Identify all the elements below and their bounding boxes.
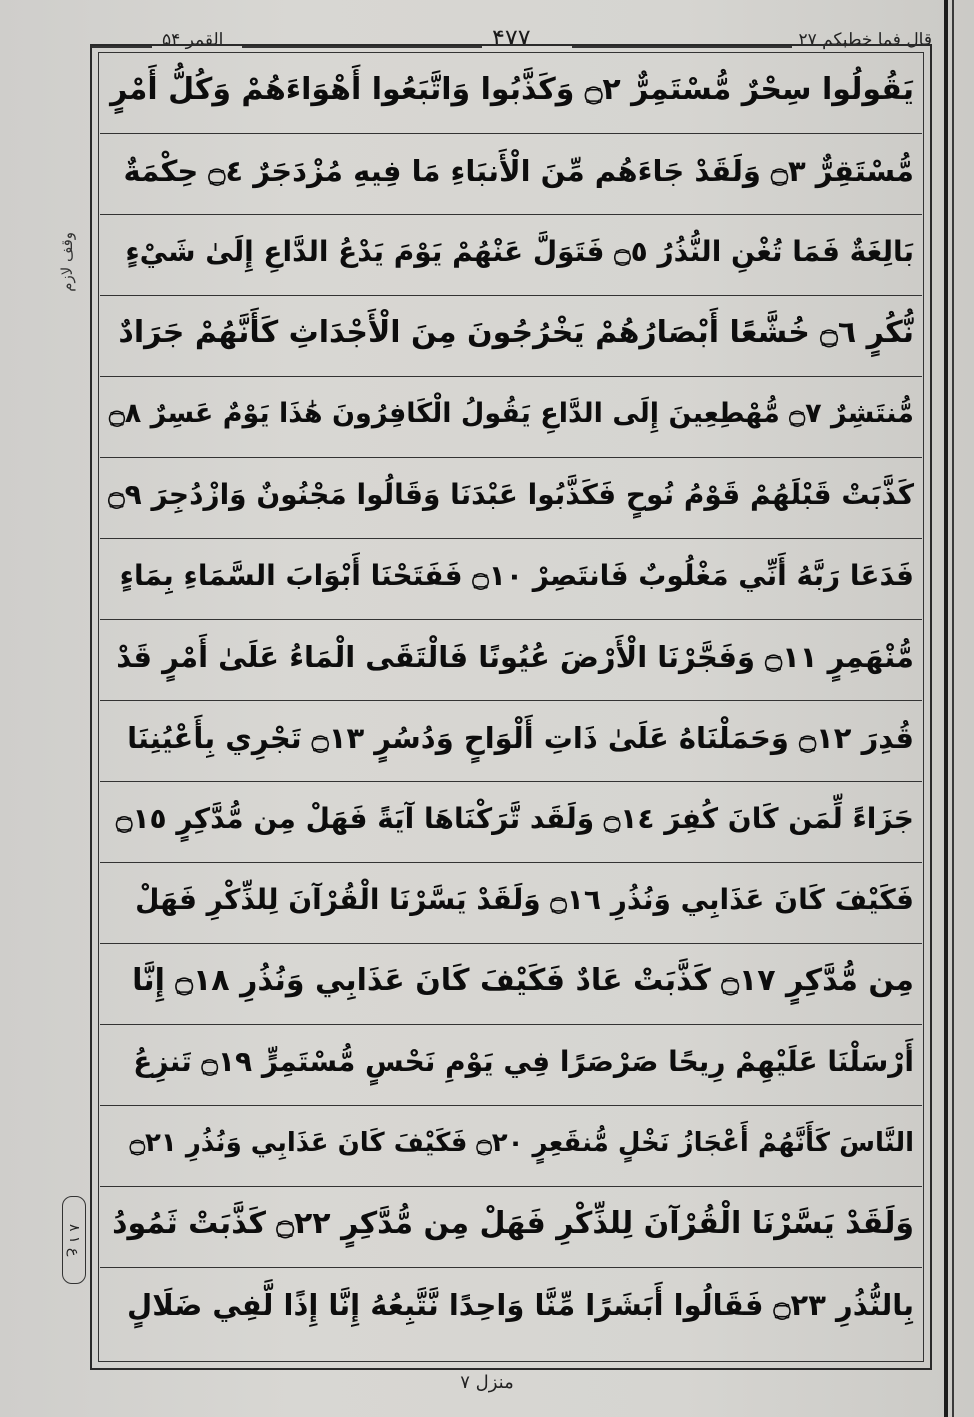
text-line-8: مُّنْهَمِرٍ ۝١١ وَفَجَّرْنَا الْأَرْضَ عُيُونًا فَالْتَقَى الْمَاءُ عَلَىٰ أَمْرٍ قَدْ (100, 621, 922, 701)
text-line-9: قُدِرَ ۝١٢ وَحَمَلْنَاهُ عَلَىٰ ذَاتِ أَلْوَاحٍ وَدُسُرٍ ۝١٣ تَجْرِي بِأَعْيُنِنَا (100, 702, 922, 782)
juz-name: قال فما خطبکم ۲۷ (798, 30, 932, 50)
text-line-11: فَكَيْفَ كَانَ عَذَابِي وَنُذُرِ ۝١٦ وَلَقَدْ يَسَّرْنَا الْقُرْآنَ لِلذِّكْرِ فَهَلْ (100, 864, 922, 944)
text-line-3: بَالِغَةٌ فَمَا تُغْنِ النُّذُرُ ۝٥ فَتَوَلَّ عَنْهُمْ يَوْمَ يَدْعُ الدَّاعِ إِلَىٰ شَيْءٍ (100, 216, 922, 296)
text-line-14: النَّاسَ كَأَنَّهُمْ أَعْجَازُ نَخْلٍ مُّنقَعِرٍ ۝٢٠ فَكَيْفَ كَانَ عَذَابِي وَنُذُرِ ۝٢١ (100, 1107, 922, 1187)
ruku-marker: ع ۱ ۸ (62, 1196, 86, 1284)
text-line-4: نُّكُرٍ ۝٦ خُشَّعًا أَبْصَارُهُمْ يَخْرُجُونَ مِنَ الْأَجْدَاثِ كَأَنَّهُمْ جَرَادٌ (100, 297, 922, 377)
text-line-10: جَزَاءً لِّمَن كَانَ كُفِرَ ۝١٤ وَلَقَد تَّرَكْنَاهَا آيَةً فَهَلْ مِن مُّدَّكِرٍ ۝١٥ (100, 783, 922, 863)
binding-edge-thin (952, 0, 954, 1417)
text-line-7: فَدَعَا رَبَّهُ أَنِّي مَغْلُوبٌ فَانتَصِرْ ۝١٠ فَفَتَحْنَا أَبْوَابَ السَّمَاءِ بِمَاءٍ (100, 540, 922, 620)
manzil-footer: منزل ۷ (460, 1372, 514, 1393)
surah-name: القمر ۵۴ (162, 30, 224, 50)
text-block (100, 54, 922, 1360)
text-line-1: يَقُولُوا سِحْرٌ مُّسْتَمِرٌّ ۝٢ وَكَذَّبُوا وَاتَّبَعُوا أَهْوَاءَهُمْ وَكُلُّ أَمْرٍ (100, 54, 922, 134)
text-line-16: بِالنُّذُرِ ۝٢٣ فَقَالُوا أَبَشَرًا مِّنَّا وَاحِدًا نَّتَّبِعُهُ إِنَّا إِذًا لَّفِي ضَلَالٍ (127, 1288, 914, 1322)
text-line-2: مُّسْتَقِرٌّ ۝٣ وَلَقَدْ جَاءَهُم مِّنَ الْأَنبَاءِ مَا فِيهِ مُزْدَجَرٌ ۝٤ حِكْمَةٌ (100, 135, 922, 215)
text-line-13: أَرْسَلْنَا عَلَيْهِمْ رِيحًا صَرْصَرًا فِي يَوْمِ نَحْسٍ مُّسْتَمِرٍّ ۝١٩ تَنزِعُ (100, 1026, 922, 1106)
waqf-margin-note: وقف لازم (58, 232, 76, 292)
text-line-15: وَلَقَدْ يَسَّرْنَا الْقُرْآنَ لِلذِّكْرِ فَهَلْ مِن مُّدَّكِرٍ ۝٢٢ كَذَّبَتْ ثَمُودُ (100, 1188, 922, 1268)
text-line-12: مِن مُّدَّكِرٍ ۝١٧ كَذَّبَتْ عَادٌ فَكَيْفَ كَانَ عَذَابِي وَنُذُرِ ۝١٨ إِنَّا (100, 945, 922, 1025)
binding-edge (944, 0, 948, 1417)
text-line-6: كَذَّبَتْ قَبْلَهُمْ قَوْمُ نُوحٍ فَكَذَّبُوا عَبْدَنَا وَقَالُوا مَجْنُونٌ وَازْدُجِرَ ۝٩ (100, 459, 922, 539)
text-line-5: مُّنتَشِرٌ ۝٧ مُّهْطِعِينَ إِلَى الدَّاعِ يَقُولُ الْكَافِرُونَ هَٰذَا يَوْمٌ عَسِرٌ ۝٨ (100, 378, 922, 458)
page-number: ۴۷۷ (492, 24, 531, 52)
